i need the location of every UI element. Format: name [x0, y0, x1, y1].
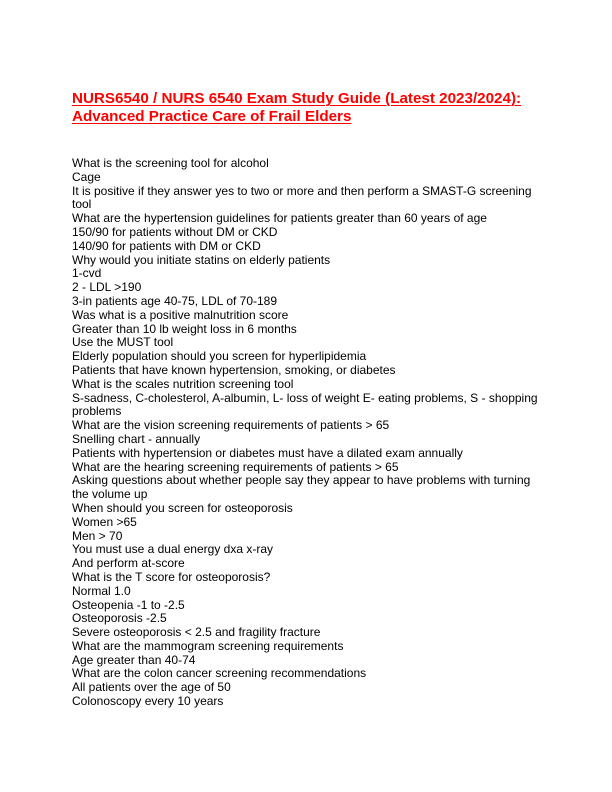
text-line: Age greater than 40-74 [72, 652, 196, 667]
text-line: Osteopenia -1 to -2.5 [72, 597, 185, 612]
text-line: Why would you initiate statins on elderly patients [72, 252, 331, 267]
text-line: What are the colon cancer screening recommendations [72, 666, 367, 681]
text-line: Men > 70 [72, 528, 123, 543]
title-line: NURS6540 / NURS 6540 Exam Study Guide (Latest 2023/2024): [72, 90, 522, 107]
text-line: What is the screening tool for alcohol [72, 156, 269, 170]
title-line: Advanced Practice Care of Frail Elders [72, 107, 352, 125]
text-line: What is the T score for osteoporosis? [72, 569, 271, 584]
text-line: What are the hypertension guidelines for patients greater than 60 years of age [72, 211, 487, 226]
text-line: What is the scales nutrition screening tool [72, 376, 294, 391]
text-line: Patients with hypertension or diabetes must have a dilated exam annually [72, 445, 463, 460]
text-line: Use the MUST tool [72, 335, 174, 350]
text-line: Elderly population should you screen for hyperlipidemia [72, 349, 367, 364]
text-line: You must use a dual energy dxa x-ray [72, 542, 274, 557]
text-line: Snelling chart - annually [72, 431, 201, 446]
text-line: 140/90 for patients with DM or CKD [72, 238, 261, 253]
text-line: What are the vision screening requirements of patients > 65 [72, 418, 390, 433]
text-line: Severe osteoporosis < 2.5 and fragility fracture [72, 625, 321, 640]
text-line: problems [72, 404, 122, 419]
text-line: 1-cvd [72, 266, 102, 281]
document-title [72, 90, 552, 125]
text-line: Osteoporosis -2.5 [72, 611, 167, 626]
text-line: Patients that have known hypertension, smoking, or diabetes [72, 362, 396, 377]
text-line: 3-in patients age 40-75, LDL of 70-189 [72, 293, 278, 308]
text-line: the volume up [72, 487, 148, 502]
text-line: All patients over the age of 50 [72, 680, 231, 695]
text-line: Was what is a positive malnutrition score [72, 307, 289, 322]
text-line: Colonoscopy every 10 years [72, 694, 224, 709]
study-guide-body [72, 157, 544, 709]
text-line: 150/90 for patients without DM or CKD [72, 224, 278, 239]
text-line: Asking questions about whether people say they appear to have problems with turning [72, 473, 531, 488]
text-line: It is positive if they answer yes to two or more and then perform a SMAST-G screening [72, 183, 532, 198]
text-line: tool [72, 197, 92, 212]
text-line: What are the hearing screening requirements of patients > 65 [72, 459, 399, 474]
text-line: Women >65 [72, 514, 137, 529]
text-line: Greater than 10 lb weight loss in 6 months [72, 321, 297, 336]
text-line: When should you screen for osteoporosis [72, 500, 293, 515]
text-line: What are the mammogram screening requirements [72, 638, 344, 653]
text-line: 2 - LDL >190 [72, 280, 142, 295]
text-line: Normal 1.0 [72, 583, 131, 598]
text-line: Cage [72, 169, 101, 184]
text-line: S-sadness, C-cholesterol, A-albumin, L- loss of weight E- eating problems, S - shopping [72, 390, 538, 405]
text-line: And perform at-score [72, 556, 185, 571]
